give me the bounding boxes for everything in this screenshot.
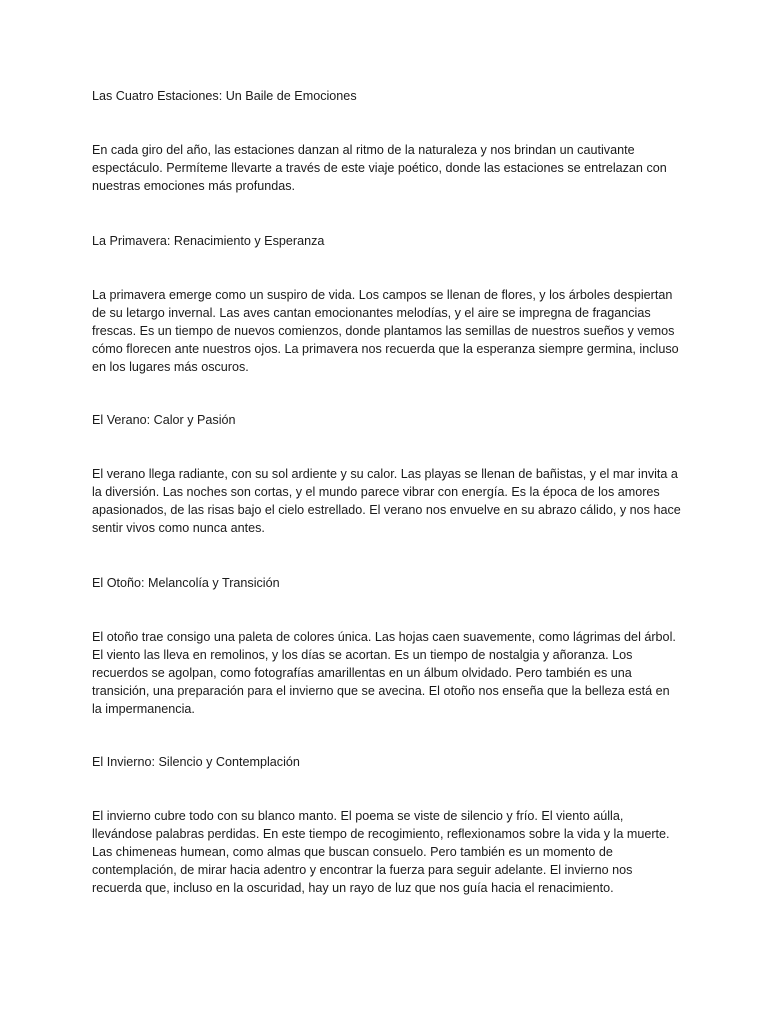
- document-title: Las Cuatro Estaciones: Un Baile de Emociones: [92, 89, 357, 103]
- section-heading-primavera: La Primavera: Renacimiento y Esperanza: [92, 234, 325, 248]
- section-body-verano: El verano llega radiante, con su sol ardiente y su calor. Las playas se llenan de bañistas, y el mar invita a la diversión. Las noches son cortas, y el mundo parece vibrar con energía. Es la época de los amores apasionados, de las risas bajo el cielo estrellado. El verano nos envuelve en su abrazo cálido, y nos hace sentir vivos como nunca antes.: [92, 467, 681, 535]
- section-body-otono: El otoño trae consigo una paleta de colores única. Las hojas caen suavemente, como lágrimas del árbol. El viento las lleva en remolinos, y los días se acortan. Es un tiempo de nostalgia y añoranza. Los recuerdos se agolpan, como fotografías amarillentas en un álbum olvidado. Pero también es una transición, una preparación para el invierno que se avecina. El otoño nos enseña que la belleza está en la impermanencia.: [92, 630, 676, 716]
- section-body-invierno: El invierno cubre todo con su blanco manto. El poema se viste de silencio y frío. El viento aúlla, llevándose palabras perdidas. En este tiempo de recogimiento, reflexionamos sobre la vida y la muerte. Las chimeneas humean, como almas que buscan consuelo. Pero también es un momento de contemplación, de mirar hacia adentro y encontrar la fuerza para seguir adelante. El invierno nos recuerda que, incluso en la oscuridad, hay un rayo de luz que nos guía hacia el renacimiento.: [92, 809, 670, 895]
- section-body-primavera: La primavera emerge como un suspiro de vida. Los campos se llenan de flores, y los árboles despiertan de su letargo invernal. Las aves cantan emocionantes melodías, y el aire se impregna de fragancias frescas. Es un tiempo de nuevos comienzos, donde plantamos las semillas de nuestros sueños y vemos cómo florecen ante nuestros ojos. La primavera nos recuerda que la esperanza siempre germina, incluso en los lugares más oscuros.: [92, 288, 679, 374]
- intro-paragraph: En cada giro del año, las estaciones danzan al ritmo de la naturaleza y nos brindan un cautivante espectáculo. Permíteme llevarte a través de este viaje poético, donde las estaciones se entrelazan con nuestras emociones más profundas.: [92, 143, 667, 193]
- section-heading-otono: El Otoño: Melancolía y Transición: [92, 576, 280, 590]
- section-heading-verano: El Verano: Calor y Pasión: [92, 413, 236, 427]
- section-heading-invierno: El Invierno: Silencio y Contemplación: [92, 755, 300, 769]
